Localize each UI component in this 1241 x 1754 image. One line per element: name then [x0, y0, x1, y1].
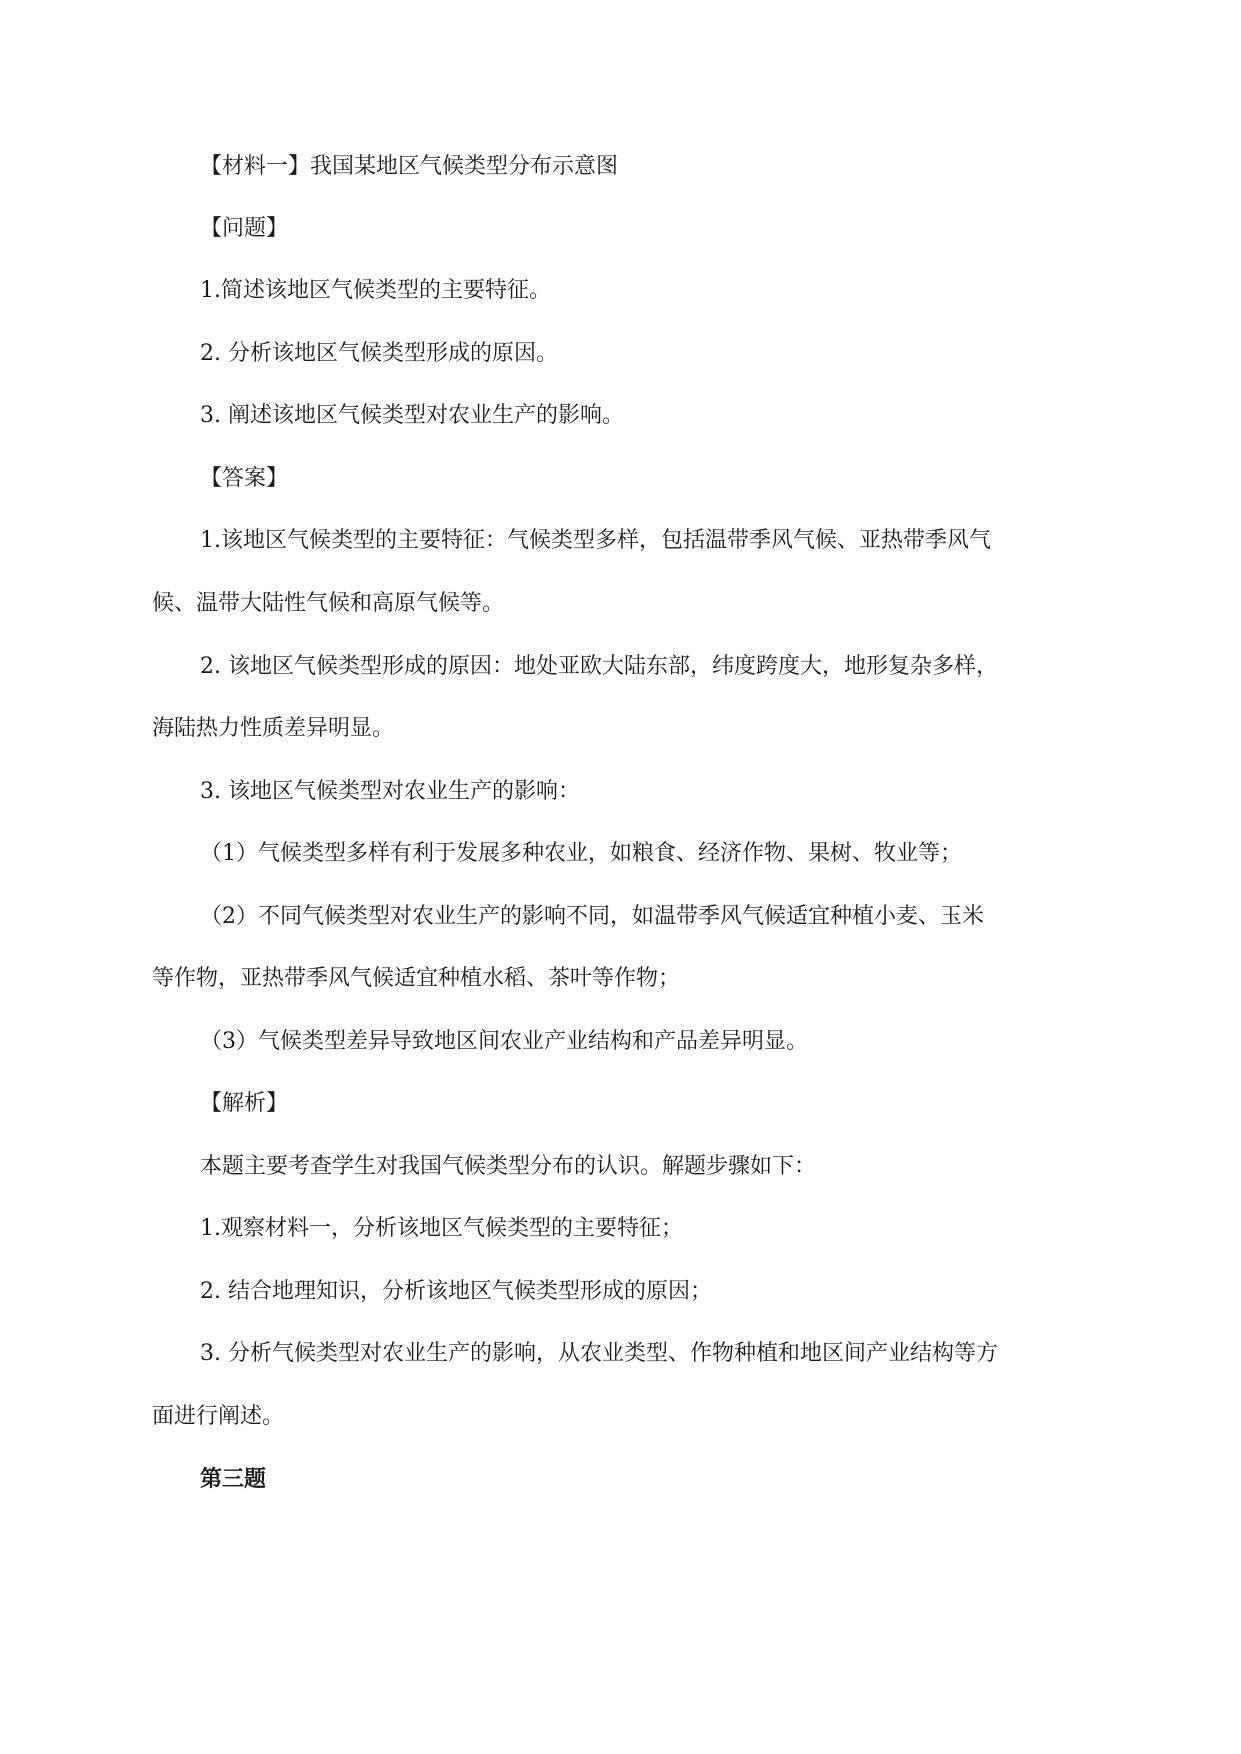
question-1: 1.简述该地区气候类型的主要特征。	[200, 278, 551, 303]
answer-3: 3. 该地区气候类型对农业生产的影响：	[200, 779, 580, 804]
answer-2-line-1: 2. 该地区气候类型形成的原因：地处亚欧大陆东部，纬度跨度大，地形复杂多样，	[200, 654, 998, 679]
answer-3-sub-1: （1）气候类型多样有利于发展多种农业，如粮食、经济作物、果树、牧业等；	[200, 841, 962, 866]
answers-heading: 【答案】	[200, 466, 289, 491]
answer-2-line-2: 海陆热力性质差异明显。	[152, 716, 395, 741]
analysis-intro: 本题主要考查学生对我国气候类型分布的认识。解题步骤如下：	[200, 1154, 817, 1179]
analysis-step-3-line-1: 3. 分析气候类型对农业生产的影响，从农业类型、作物种植和地区间产业结构等方	[200, 1341, 998, 1366]
answer-3-sub-3: （3）气候类型差异导致地区间农业产业结构和产品差异明显。	[200, 1029, 808, 1054]
answer-1-line-1: 1.该地区气候类型的主要特征：气候类型多样，包括温带季风气候、亚热带季风气	[200, 528, 991, 553]
analysis-step-1: 1.观察材料一，分析该地区气候类型的主要特征；	[200, 1216, 683, 1241]
section-title: 第三题	[200, 1466, 267, 1492]
material-title: 【材料一】我国某地区气候类型分布示意图	[200, 154, 619, 179]
analysis-heading: 【解析】	[200, 1091, 289, 1116]
question-2: 2. 分析该地区气候类型形成的原因。	[200, 341, 558, 366]
answer-3-sub-2-line-1: （2）不同气候类型对农业生产的影响不同，如温带季风气候适宜种植小麦、玉米	[200, 904, 984, 929]
answer-1-line-2: 候、温带大陆性气候和高原气候等。	[152, 591, 505, 616]
analysis-step-3-line-2: 面进行阐述。	[152, 1404, 285, 1429]
question-3: 3. 阐述该地区气候类型对农业生产的影响。	[200, 403, 624, 428]
answer-3-sub-2-line-2: 等作物，亚热带季风气候适宜种植水稻、茶叶等作物；	[152, 966, 681, 991]
analysis-step-2: 2. 结合地理知识，分析该地区气候类型形成的原因；	[200, 1279, 712, 1304]
questions-heading: 【问题】	[200, 216, 289, 241]
